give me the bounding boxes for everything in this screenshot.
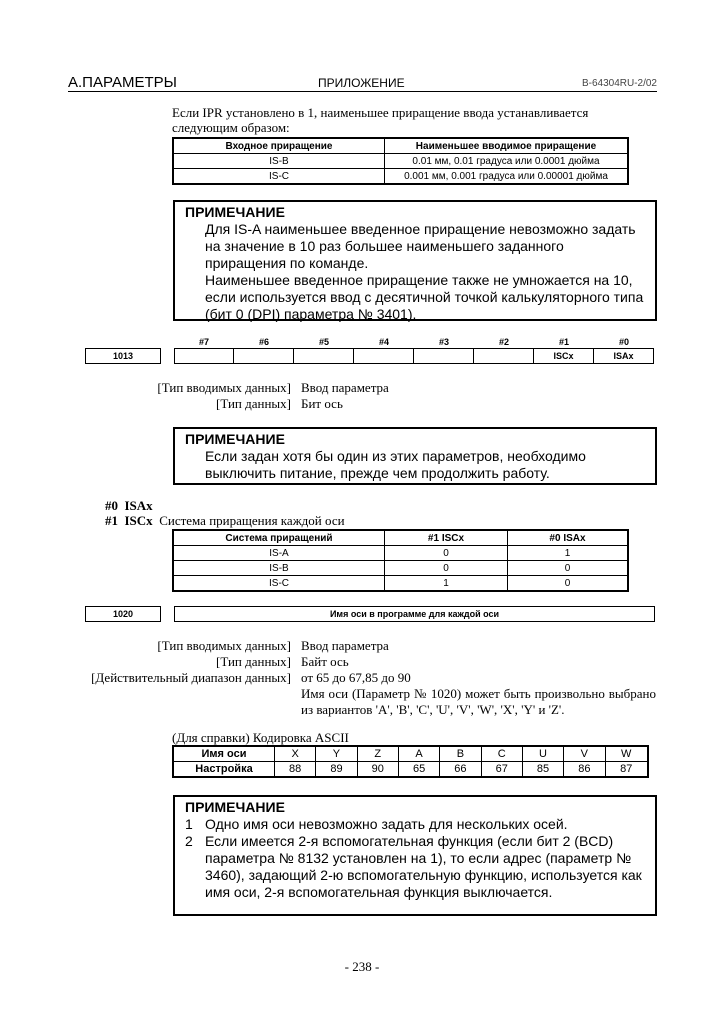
note-title: ПРИМЕЧАНИЕ (185, 799, 285, 815)
cell: 66 (440, 762, 481, 778)
label: [Тип вводимых данных] (157, 638, 291, 653)
item-number: 2 (185, 833, 193, 849)
cell: W (605, 746, 648, 762)
bit-desc (105, 498, 153, 513)
cell: 86 (564, 762, 605, 778)
value: от 65 до 67,85 до 90 (301, 670, 411, 685)
cell: 0.01 мм, 0.01 градуса или 0.0001 дюйма (385, 154, 629, 169)
cell: 90 (357, 762, 398, 778)
note-text: Если задан хотя бы один из этих параметров, необходимо выключить питание, прежде чем продолжить работу. (205, 448, 586, 481)
cell: Z (357, 746, 398, 762)
cell: C (481, 746, 522, 762)
value: Бит ось (301, 396, 343, 411)
row-label: Настройка (173, 762, 275, 778)
bit-label: #6 (258, 337, 269, 347)
bit-cell (474, 348, 534, 364)
cell: 1 (508, 546, 629, 561)
table-row (173, 546, 628, 561)
cell: IS-A (173, 546, 385, 561)
header-rule (68, 91, 657, 92)
label: [Тип данных] (216, 654, 291, 669)
label: [Тип данных] (216, 396, 291, 411)
value: Байт ось (301, 654, 349, 669)
header-section: А.ПАРАМЕТРЫ (68, 74, 177, 91)
page-number: - 238 - (344, 959, 380, 974)
bit-label: #1 (558, 337, 569, 347)
header-title: ПРИЛОЖЕНИЕ (318, 76, 405, 90)
cell: U (522, 746, 563, 762)
cell: IS-B (173, 561, 385, 576)
bit-number: #0 (105, 498, 118, 513)
bit-cell (234, 348, 294, 364)
cell: A (398, 746, 439, 762)
bit-cell (414, 348, 474, 364)
header-cell: #1 ISCx (385, 530, 508, 546)
cell: 87 (605, 762, 648, 778)
bit-label: #3 (438, 337, 449, 347)
ascii-caption: (Для справки) Кодировка ASCII (172, 730, 349, 745)
description: Имя оси (Параметр № 1020) может быть произвольно выбрано из вариантов 'A', 'B', 'C', 'U', 'V', 'W', 'X', 'Y' и 'Z'. (301, 686, 656, 717)
header-cell: #0 ISAx (508, 530, 629, 546)
bit-label: #5 (318, 337, 329, 347)
table-row (173, 154, 628, 169)
note-box (173, 200, 657, 321)
cell: 85 (522, 762, 563, 778)
cell: 89 (316, 762, 357, 778)
cell: 0 (385, 561, 508, 576)
intro-text: Если IPR установлено в 1, наименьшее приращение ввода устанавливается следующим образом: (172, 105, 589, 135)
bit-cell: ISCx (534, 348, 594, 364)
bit-label: #0 (618, 337, 629, 347)
note-title: ПРИМЕЧАНИЕ (185, 204, 285, 220)
note-box (173, 427, 657, 485)
bit-label: #7 (198, 337, 209, 347)
cell: 67 (481, 762, 522, 778)
note-text: Наименьшее введенное приращение также не умножается на 10, если используется ввод с десятичной точкой калькуляторного типа (бит 0 (DPI) параметра № 3401). (205, 272, 644, 322)
bit-name: ISAx (124, 498, 153, 513)
document-code: B-64304RU-2/02 (581, 78, 657, 89)
cell: 88 (275, 762, 316, 778)
bit-row (174, 348, 654, 364)
row-label: Имя оси (173, 746, 275, 762)
cell: IS-C (173, 169, 385, 185)
cell: Y (316, 746, 357, 762)
label: [Действительный диапазон данных] (91, 670, 291, 685)
bit-cell (174, 348, 234, 364)
parameter-name: Имя оси в программе для каждой оси (174, 606, 655, 622)
note-item (185, 816, 655, 833)
bit-description: Система приращения каждой оси (159, 513, 345, 528)
parameter-number: 1020 (85, 606, 161, 622)
table-row (173, 576, 628, 592)
header-cell: Система приращений (173, 530, 385, 546)
increment-table (172, 137, 629, 185)
cell: 0.001 мм, 0.001 градуса или 0.00001 дюйма (385, 169, 629, 185)
note-text: Если имеется 2-я вспомогательная функция (если бит 2 (BCD) параметра № 8132 установлен на 1), то если адрес (параметр № 3460), задающий 2-ю вспомогательную функцию, используется как имя оси, 2-я вспомогательная функция выключается. (205, 833, 642, 900)
note-item (185, 833, 645, 901)
bit-cell (294, 348, 354, 364)
bit-desc (105, 513, 345, 528)
cell: 1 (385, 576, 508, 592)
label: [Тип вводимых данных] (157, 380, 291, 395)
note-box (173, 795, 657, 916)
cell: 0 (385, 546, 508, 561)
table-row (173, 746, 648, 762)
parameter-number: 1013 (85, 348, 161, 364)
note-text: Для IS-A наименьшее введенное приращение невозможно задать на значение в 10 раз большее наименьшего заданного приращения по команде. (205, 221, 636, 271)
bit-cell (354, 348, 414, 364)
cell: IS-C (173, 576, 385, 592)
header-cell: Входное приращение (173, 138, 385, 154)
table-row (173, 561, 628, 576)
ascii-table (172, 745, 649, 778)
cell: 65 (398, 762, 439, 778)
value: Ввод параметра (301, 638, 389, 653)
header-cell: Наименьшее вводимое приращение (385, 138, 629, 154)
increment-system-table (172, 529, 629, 592)
bit-number: #1 (105, 513, 118, 528)
bit-cell: ISAx (594, 348, 654, 364)
value: Ввод параметра (301, 380, 389, 395)
note-text: Одно имя оси невозможно задать для нескольких осей. (205, 816, 568, 832)
note-title: ПРИМЕЧАНИЕ (185, 431, 285, 447)
bit-label: #4 (378, 337, 389, 347)
bit-label: #2 (498, 337, 509, 347)
cell: V (564, 746, 605, 762)
bit-labels (174, 337, 654, 347)
cell: 0 (508, 561, 629, 576)
item-number: 1 (185, 816, 193, 832)
cell: 0 (508, 576, 629, 592)
cell: B (440, 746, 481, 762)
bit-name: ISCx (124, 513, 153, 528)
cell: X (275, 746, 316, 762)
cell: IS-B (173, 154, 385, 169)
table-row (173, 762, 648, 778)
table-row (173, 169, 628, 185)
